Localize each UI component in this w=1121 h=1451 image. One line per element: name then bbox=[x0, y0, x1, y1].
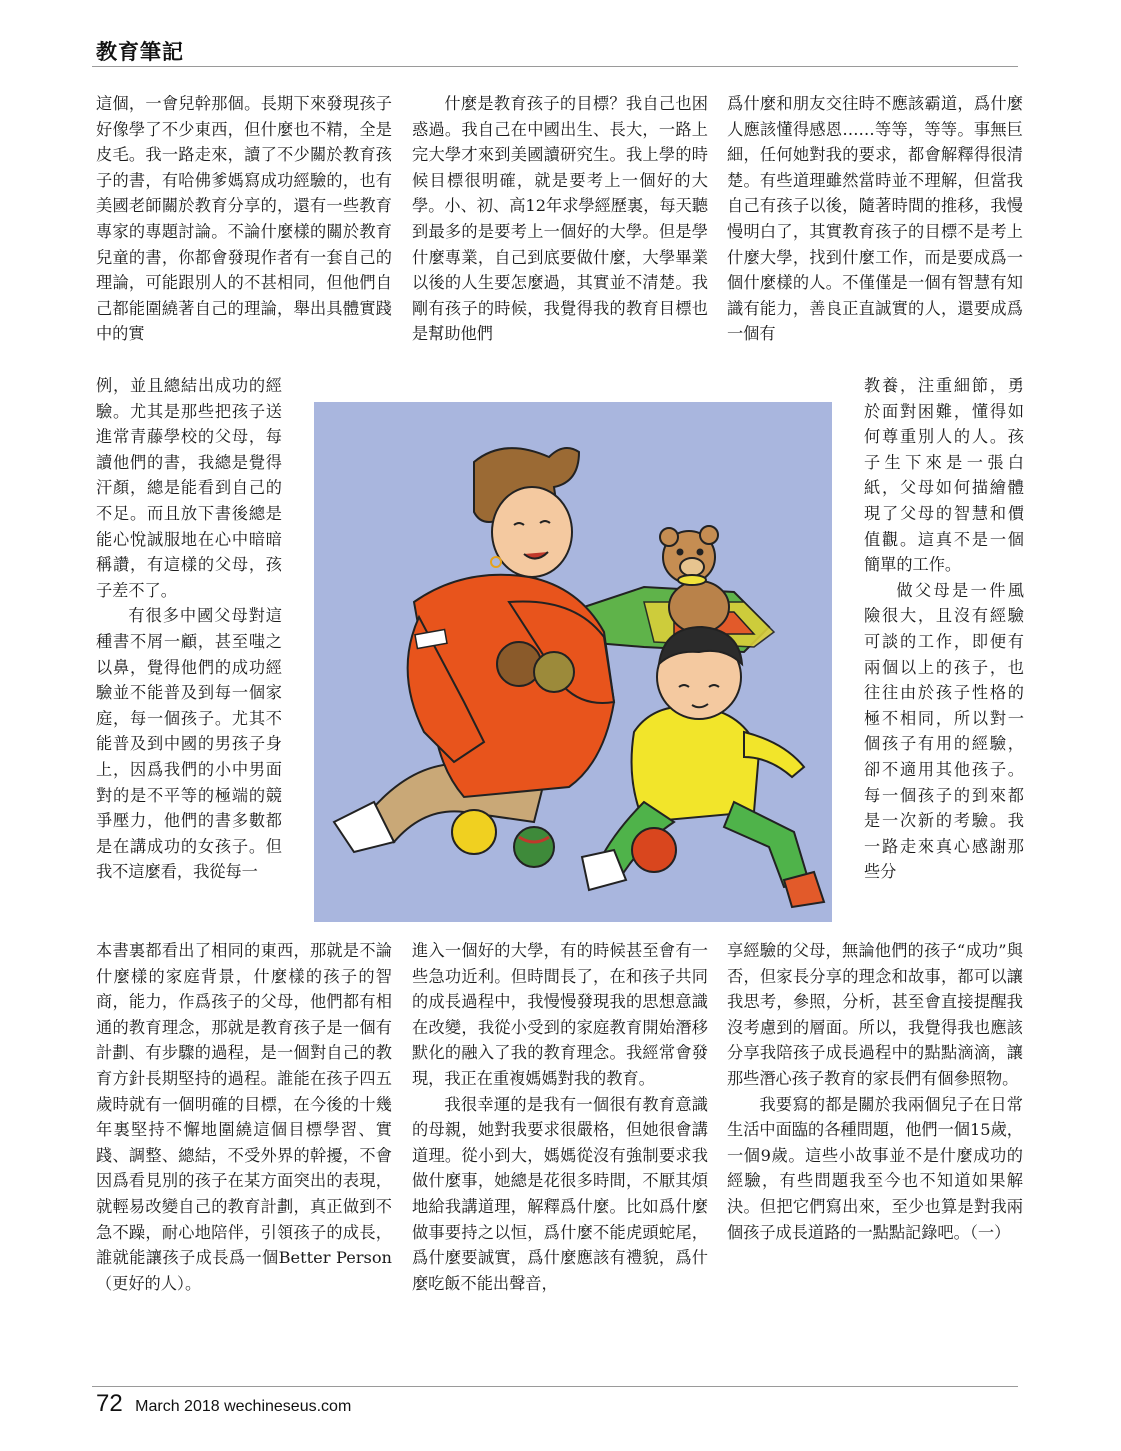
paragraph: 有很多中國父母對這種書不屑一顧，甚至嗤之以鼻，覺得他們的成功經驗並不能普及到每一個家庭，每一個孩子。尤其不能普及到中國的男孩子身上，因爲我們的小中男面對的是不平等的極端的競爭壓力，他們的書多數都是在講成功的女孩子。但我不這麼看，我從每一 bbox=[96, 606, 282, 882]
section-title: 教育筆記 bbox=[96, 40, 184, 64]
column-3-bottom bbox=[727, 938, 1023, 1245]
column-3-top bbox=[727, 91, 1023, 347]
dotted-ball bbox=[534, 652, 574, 692]
paragraph: 爲什麼和朋友交往時不應該霸道，爲什麼人應該懂得感恩……等等，等等。事無巨細，任何她對我的要求，都會解釋得很清楚。有些道理雖然當時並不理解，但當我自己有孩子以後，隨著時間的推移，我慢慢明白了，其實教育孩子的目標不是考上什麼大學，找到什麼工作，而是要成爲一個什麼樣的人。不僅僅是一個有智慧有知識有能力，善良正直誠實的人，還要成爲一個有 bbox=[727, 94, 1023, 344]
issue-info: March 2018 wechineseus.com bbox=[135, 1398, 352, 1415]
column-1-mid bbox=[96, 373, 282, 885]
paragraph: 這個，一會兒幹那個。長期下來發現孩子好像學了不少東西，但什麼也不精，全是皮毛。我一路走來，讀了不少關於教育孩子的書，有哈佛爹媽寫成功經驗的，也有美國老師關於教育分享的，還有一些教育專家的專題討論。不論什麼樣的關於教育兒童的書，你都會發現作者有一套自己的理論，可能跟別人的不甚相同，但他們自己都能圍繞著自己的理論，舉出具體實踐中的實 bbox=[96, 94, 392, 344]
paragraph: 做父母是一件風險很大，且沒有經驗可談的工作，即便有兩個以上的孩子，也往往由於孩子性格的極不相同，所以對一個孩子有用的經驗，卻不適用其他孩子。每一個孩子的到來都是一次新的考驗。我一路走來真心感謝那些分 bbox=[864, 580, 1024, 882]
mother-and-child-illustration bbox=[314, 402, 832, 922]
paragraph: 進入一個好的大學，有的時候甚至會有一些急功近利。但時間長了，在和孩子共同的成長過程中，我慢慢發現我的思想意識在改變，我從小受到的家庭教育開始潛移默化的融入了我的教育理念。我經常會發現，我正在重複媽媽對我的教育。 bbox=[412, 941, 708, 1088]
column-3-mid bbox=[864, 373, 1024, 885]
header-rule bbox=[92, 66, 1018, 67]
paragraph: 教養，注重細節，勇於面對困難，懂得如何尊重別人的人。孩子生下來是一張白紙，父母如何描繪體現了父母的智慧和價值觀。這真不是一個簡單的工作。 bbox=[864, 376, 1024, 575]
footer-rule bbox=[92, 1386, 1018, 1387]
paragraph: 我要寫的都是關於我兩個兒子在日常生活中面臨的各種問題，他們一個15歲，一個9歲。這些小故事並不是什麼成功的經驗，有些問題我至今也不知道如果解決。但把它們寫出來，至少也算是對我兩個孩子成長道路的一點點記錄吧。（一） bbox=[727, 1094, 1023, 1242]
page-number: 72 bbox=[96, 1390, 123, 1417]
mother-face bbox=[492, 487, 572, 577]
yellow-ball bbox=[452, 810, 496, 854]
paragraph: 我很幸運的是我有一個很有教育意識的母親，她對我要求很嚴格，但她很會講道理。從小到大，媽媽從沒有強制要求我做什麼事，她總是花很多時間，不厭其煩地給我講道理，解釋爲什麼。比如爲什麼做事要持之以恒，爲什麼不能虎頭蛇尾，爲什麼要誠實，爲什麼應該有禮貌，爲什麼吃飯不能出聲音， bbox=[412, 1094, 708, 1293]
paragraph: 享經驗的父母，無論他們的孩子“成功”與否，但家長分享的理念和故事，都可以讓我思考，參照，分析，甚至會直接提醒我沒考慮到的層面。所以，我覺得我也應該分享我陪孩子成長過程中的點點滴滴，讓那些潛心孩子教育的家長們有個參照物。 bbox=[727, 941, 1023, 1088]
column-2-top bbox=[412, 91, 708, 347]
page-header bbox=[92, 30, 1022, 70]
paragraph: 例，並且總結出成功的經驗。尤其是那些把孩子送進常青藤學校的父母，每讀他們的書，我總是覺得汗顏，總是能看到自己的不足。而且放下書後總是能心悅誠服地在心中暗暗稱讚，有這樣的父母，孩子差不了。 bbox=[96, 376, 282, 600]
striped-ball bbox=[514, 827, 554, 867]
red-ball bbox=[632, 828, 676, 872]
column-2-bottom bbox=[412, 938, 708, 1296]
column-1-top bbox=[96, 91, 392, 347]
page-footer bbox=[96, 1390, 351, 1418]
column-1-bottom bbox=[96, 938, 392, 1296]
paragraph: 本書裏都看出了相同的東西，那就是不論什麼樣的家庭背景，什麼樣的孩子的智商，能力，作爲孩子的父母，他們都有相通的教育理念，那就是教育孩子是一個有計劃、有步驟的過程，是一個對自己的教育方針長期堅持的過程。誰能在孩子四五歲時就有一個明確的目標，在今後的十幾年裏堅持不懈地圍繞這個目標學習、實踐、調整、總結，不受外界的幹擾，不會因爲看見別的孩子在某方面突出的表現，就輕易改變自己的教育計劃，真正做到不急不躁，耐心地陪伴，引領孩子的成長，誰就能讓孩子成長爲一個Better Person（更好的人）。 bbox=[96, 941, 392, 1293]
paragraph: 什麼是教育孩子的目標？我自己也困惑過。我自己在中國出生、長大，一路上完大學才來到美國讀研究生。我上學的時候目標很明確，就是要考上一個好的大學。小、初、高12年求學經歷裏，每天聽到最多的是要考上一個好的大學。但是學什麼專業，自己到底要做什麼，大學畢業以後的人生要怎麼過，其實並不清楚。我剛有孩子的時候，我覺得我的教育目標也是幫助他們 bbox=[412, 94, 708, 344]
